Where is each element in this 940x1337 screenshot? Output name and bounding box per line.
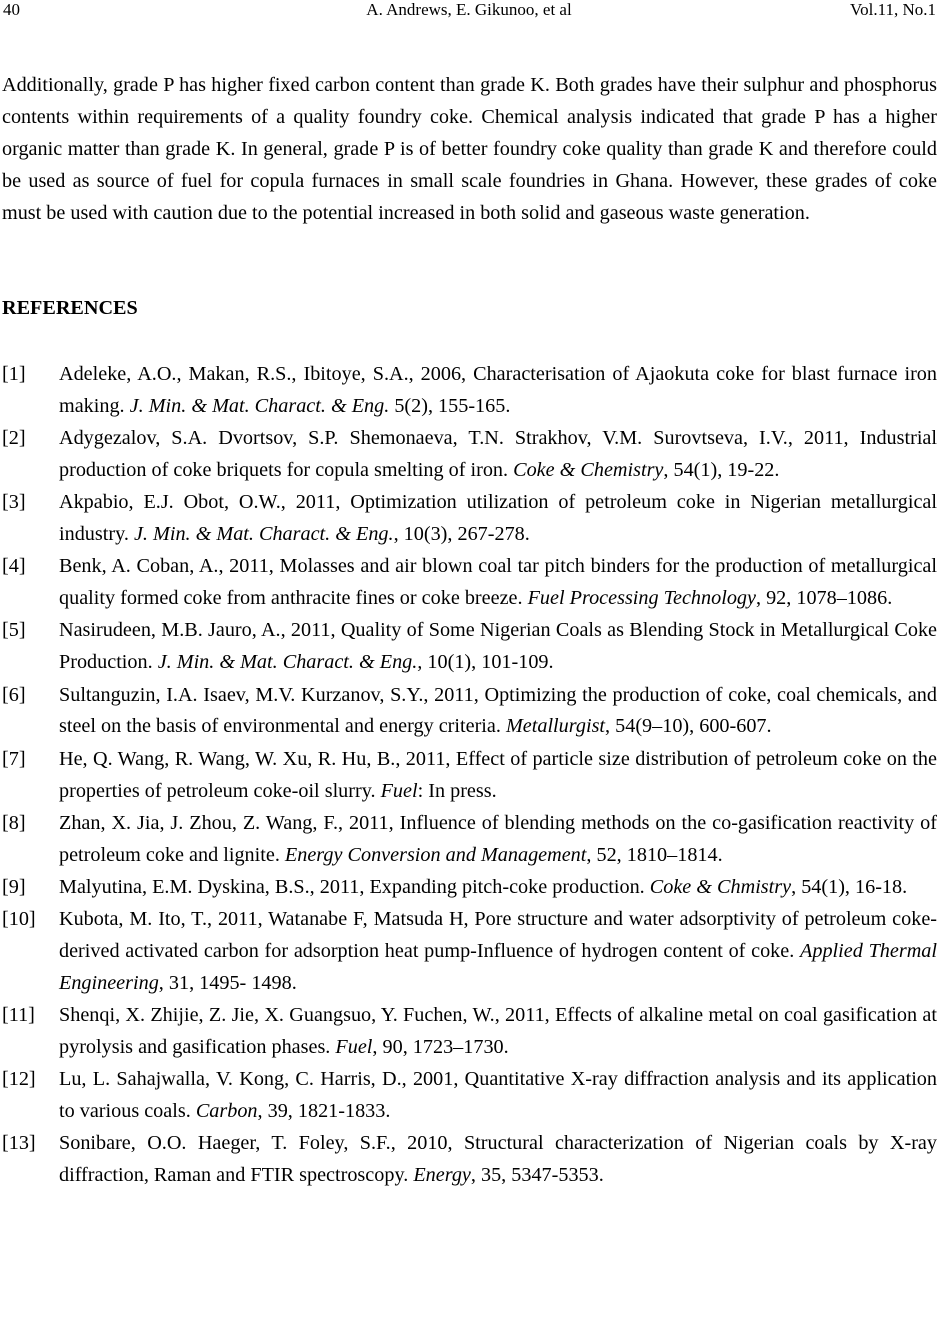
reference-text <box>59 680 937 744</box>
reference-citation: Lu, L. Sahajwalla, V. Kong, C. Harris, D., 2001, Quantitative X-ray diffraction analysis and its application to various coals. <box>59 1068 937 1123</box>
reference-citation: Adygezalov, S.A. Dvortsov, S.P. Shemonaeva, T.N. Strakhov, V.M. Surovtseva, I.V., 2011, Industrial production of coke briquets for copula smelting of iron. <box>59 427 937 482</box>
reference-item <box>0 744 938 808</box>
volume-issue: Vol.11, No.1 <box>850 0 936 19</box>
reference-journal: Fuel Processing Technology <box>527 587 756 610</box>
reference-text <box>59 904 937 1000</box>
reference-journal: Coke & Chmistry <box>649 875 792 898</box>
reference-number: [5] <box>2 619 26 642</box>
reference-item <box>0 1000 938 1064</box>
reference-text <box>59 551 937 615</box>
reference-volume-pages: , 10(3), 267-278. <box>393 523 530 546</box>
reference-number: [3] <box>2 491 26 514</box>
reference-volume-pages: , 92, 1078–1086. <box>755 587 893 610</box>
reference-text <box>59 487 937 551</box>
reference-journal: Fuel <box>380 779 418 802</box>
reference-journal: Carbon <box>195 1100 258 1123</box>
reference-text <box>59 872 937 904</box>
reference-volume-pages: , 35, 5347-5353. <box>470 1164 604 1187</box>
reference-number: [2] <box>2 427 26 450</box>
reference-citation: Zhan, X. Jia, J. Zhou, Z. Wang, F., 2011, Influence of blending methods on the co-gasification reactivity of petroleum coke and lignite. <box>59 811 937 866</box>
reference-item <box>0 615 938 679</box>
reference-text <box>59 359 937 423</box>
reference-item <box>0 904 938 1000</box>
reference-number: [12] <box>2 1068 36 1091</box>
reference-item <box>0 487 938 551</box>
reference-item <box>0 872 938 904</box>
reference-number: [8] <box>2 811 26 834</box>
reference-volume-pages: 10(1), 101-109. <box>422 651 554 674</box>
reference-citation: He, Q. Wang, R. Wang, W. Xu, R. Hu, B., 2011, Effect of particle size distribution of petroleum coke on the properties of petroleum coke-oil slurry. <box>59 747 937 802</box>
reference-item <box>0 359 938 423</box>
page-number: 40 <box>3 0 20 19</box>
reference-volume-pages: , 90, 1723–1730. <box>372 1036 509 1058</box>
reference-citation: Nasirudeen, M.B. Jauro, A., 2011, Quality of Some Nigerian Coals as Blending Stock in Metallurgical Coke Production. <box>59 619 937 674</box>
reference-number: [13] <box>2 1132 36 1155</box>
reference-journal: J. Min. & Mat. Charact. & Eng. <box>133 523 394 546</box>
reference-text <box>59 808 937 872</box>
reference-number: [6] <box>2 683 26 706</box>
reference-number: [11] <box>2 1004 35 1027</box>
reference-journal: Fuel <box>335 1036 373 1058</box>
reference-volume-pages: , 54(1), 19-22. <box>663 459 780 482</box>
reference-number: [7] <box>2 747 26 770</box>
reference-item <box>0 808 938 872</box>
reference-volume-pages: 5(2), 155-165. <box>389 394 511 417</box>
reference-citation: Benk, A. Coban, A., 2011, Molasses and air blown coal tar pitch binders for the production of metallurgical quality formed coke from anthracite fines or coke breeze. <box>59 555 937 610</box>
reference-item <box>0 423 938 487</box>
reference-text <box>59 744 937 808</box>
reference-volume-pages: , 39, 1821-1833. <box>257 1100 391 1123</box>
reference-text <box>59 1064 937 1128</box>
reference-list <box>0 359 938 1192</box>
reference-volume-pages: : In press. <box>417 779 497 802</box>
reference-journal: Energy Conversion and Management <box>284 843 587 866</box>
reference-text <box>59 615 937 679</box>
reference-citation: Sonibare, O.O. Haeger, T. Foley, S.F., 2010, Structural characterization of Nigerian coals by X-ray diffraction, Raman and FTIR spectroscopy. <box>59 1132 937 1187</box>
reference-number: [9] <box>2 875 26 898</box>
running-authors: A. Andrews, E. Gikunoo, et al <box>366 0 572 19</box>
reference-journal: Coke & Chemistry <box>513 459 664 482</box>
running-header <box>0 0 938 22</box>
reference-number: [4] <box>2 555 26 578</box>
reference-text <box>59 1000 937 1064</box>
reference-item <box>0 1064 938 1128</box>
reference-volume-pages: , 31, 1495- 1498. <box>158 971 297 994</box>
reference-item <box>0 1128 938 1192</box>
reference-citation: Adeleke, A.O., Makan, R.S., Ibitoye, S.A., 2006, Characterisation of Ajaokuta coke for blast furnace iron making. <box>59 363 937 417</box>
reference-journal: Metallurgist <box>505 715 606 738</box>
reference-number: [1] <box>2 363 26 385</box>
reference-volume-pages: , 54(9–10), 600-607. <box>605 715 772 738</box>
conclusion-paragraph: Additionally, grade P has higher fixed carbon content than grade K. Both grades have their sulphur and phosphorus contents within requirements of a quality foundry coke. Chemical analysis indicated that grade P has a higher organic matter than grade K. In general, grade P is of better foundry coke quality than grade K and therefore could be used as source of fuel for copula furnaces in small scale foundries in Ghana. However, these grades of coke must be used with caution due to the potential increased in both solid and gaseous waste generation. <box>2 74 937 224</box>
references-heading: REFERENCES <box>2 297 138 319</box>
reference-citation: Shenqi, X. Zhijie, Z. Jie, X. Guangsuo, Y. Fuchen, W., 2011, Effects of alkaline metal on coal gasification at pyrolysis and gasification phases. <box>59 1004 937 1058</box>
reference-number: [10] <box>2 908 36 931</box>
reference-journal: Applied Thermal Engineering <box>59 939 937 994</box>
reference-volume-pages: , 54(1), 16-18. <box>791 875 908 898</box>
reference-citation: Kubota, M. Ito, T., 2011, Watanabe F, Matsuda H, Pore structure and water adsorptivity of petroleum coke-derived activated carbon for adsorption heat pump-Influence of hydrogen content of coke. <box>59 908 937 962</box>
reference-citation: Akpabio, E.J. Obot, O.W., 2011, Optimization utilization of petroleum coke in Nigerian metallurgical industry. <box>59 491 937 546</box>
reference-journal: J. Min. & Mat. Charact. & Eng., <box>157 651 423 674</box>
reference-volume-pages: , 52, 1810–1814. <box>586 843 723 866</box>
reference-item <box>0 551 938 615</box>
reference-citation: Sultanguzin, I.A. Isaev, M.V. Kurzanov, S.Y., 2011, Optimizing the production of coke, coal chemicals, and steel on the basis of environmental and energy criteria. <box>59 683 937 738</box>
reference-journal: Energy <box>413 1164 471 1187</box>
reference-text <box>59 1128 937 1192</box>
reference-item <box>0 680 938 744</box>
reference-journal: J. Min. & Mat. Charact. & Eng. <box>129 394 390 417</box>
reference-citation: Malyutina, E.M. Dyskina, B.S., 2011, Expanding pitch-coke production. <box>59 875 650 898</box>
reference-text <box>59 423 937 487</box>
